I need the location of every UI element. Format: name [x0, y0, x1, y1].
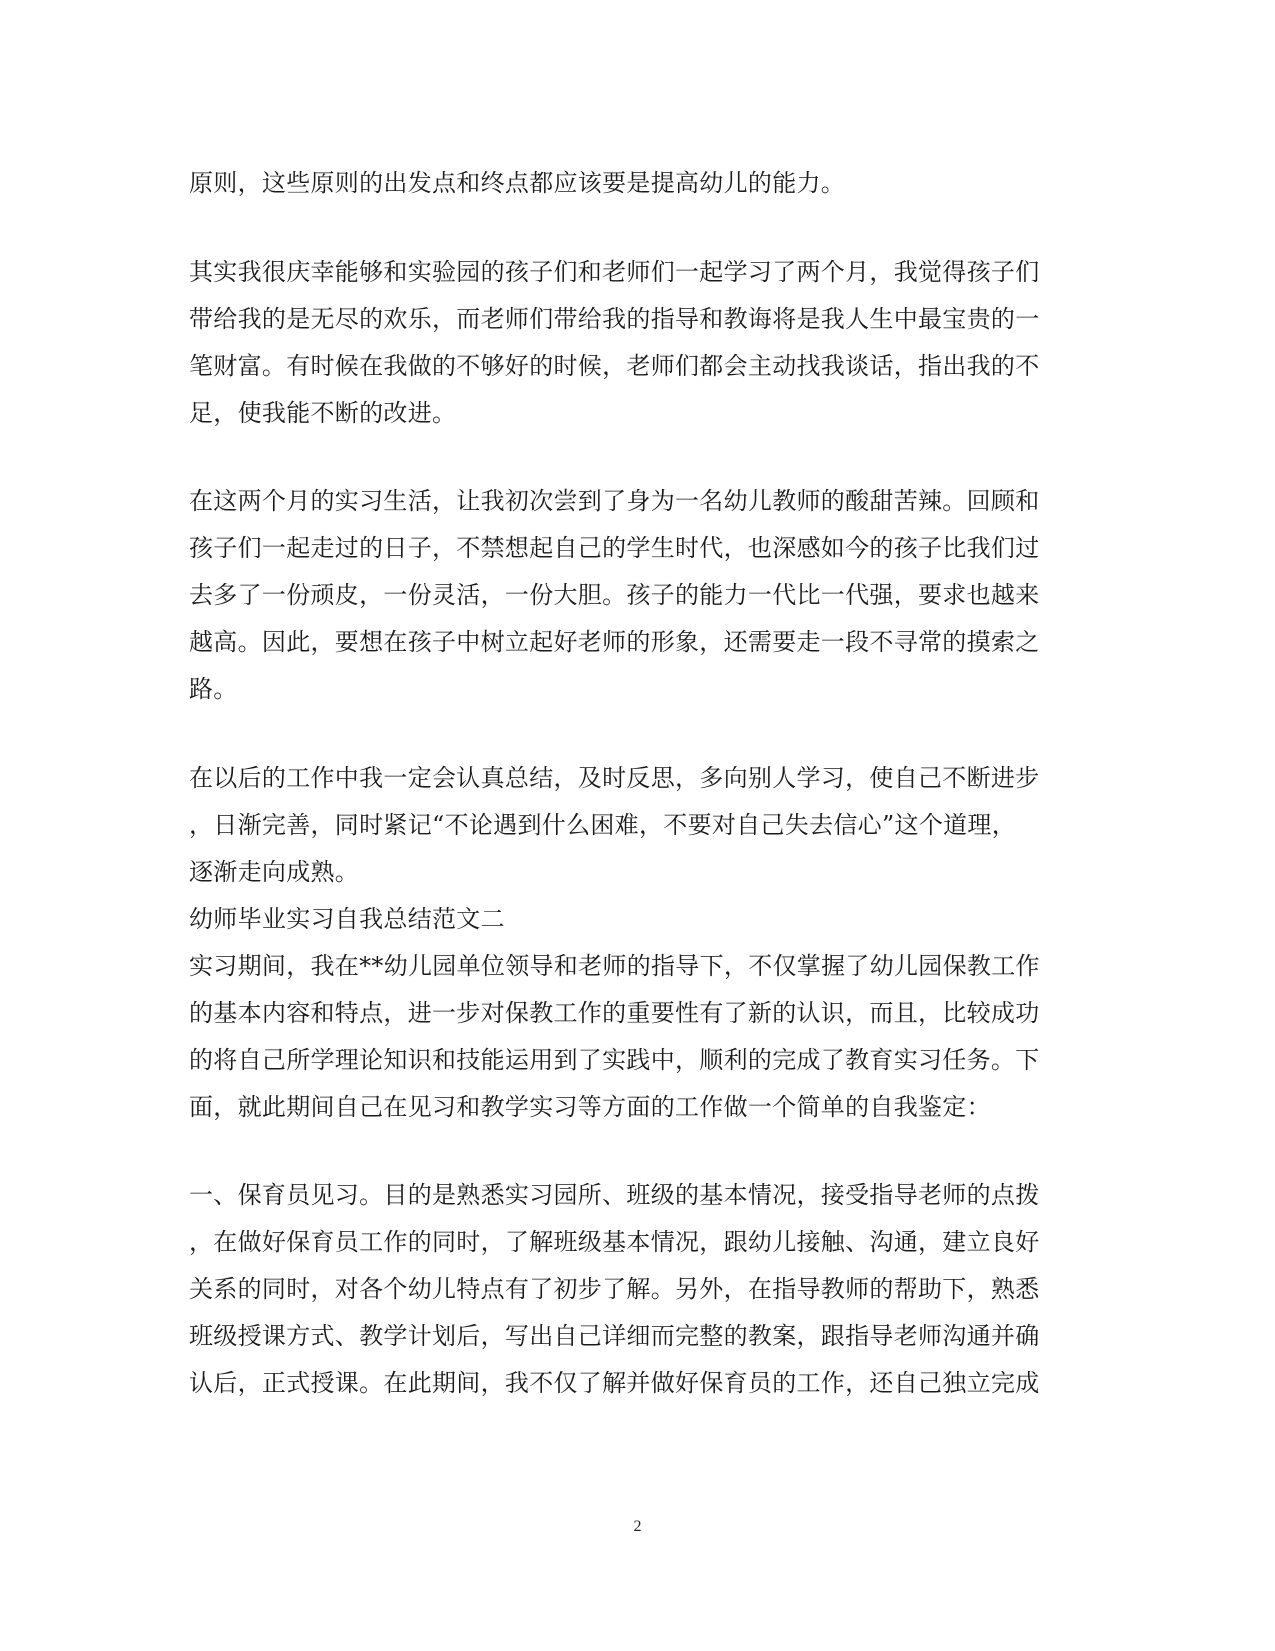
section-heading: 幼师毕业实习自我总结范文二 — [189, 905, 505, 933]
text-line: 足，使我能不断的改进。 — [189, 399, 457, 427]
text-line: 一、保育员见习。目的是熟悉实习园所、班级的基本情况，接受指导老师的点拨 — [189, 1181, 1040, 1209]
text-line: 认后，正式授课。在此期间，我不仅了解并做好保育员的工作，还自己独立完成 — [189, 1369, 1040, 1397]
text-line: 逐渐走向成熟。 — [189, 858, 360, 886]
text-line: 的基本内容和特点，进一步对保教工作的重要性有了新的认识，而且，比较成功 — [189, 999, 1040, 1027]
page-number: 2 — [633, 1518, 642, 1535]
text-line: 越高。因此，要想在孩子中树立起好老师的形象，还需要走一段不寻常的摸索之 — [189, 628, 1040, 656]
text-line: 去多了一份顽皮，一份灵活，一份大胆。孩子的能力一代比一代强，要求也越来 — [189, 581, 1040, 609]
text-line: 带给我的是无尽的欢乐，而老师们带给我的指导和教诲将是我人生中最宝贵的一 — [189, 305, 1040, 333]
text-line: 其实我很庆幸能够和实验园的孩子们和老师们一起学习了两个月，我觉得孩子们 — [189, 258, 1040, 286]
text-line: 关系的同时，对各个幼儿特点有了初步了解。另外，在指导教师的帮助下，熟悉 — [189, 1275, 1040, 1303]
text-line: 在这两个月的实习生活，让我初次尝到了身为一名幼儿教师的酸甜苦辣。回顾和 — [189, 487, 1040, 515]
text-line: ，日渐完善，同时紧记“不论遇到什么困难，不要对自己失去信心”这个道理， — [189, 811, 1017, 839]
text-line: 实习期间，我在**幼儿园单位领导和老师的指导下，不仅掌握了幼儿园保教工作 — [189, 952, 1040, 980]
text-line: 的将自己所学理论知识和技能运用到了实践中，顺利的完成了教育实习任务。下 — [189, 1046, 1040, 1074]
text-line: 班级授课方式、教学计划后，写出自己详细而完整的教案，跟指导老师沟通并确 — [189, 1322, 1040, 1350]
text-line: 面，就此期间自己在见习和教学实习等方面的工作做一个简单的自我鉴定： — [189, 1093, 991, 1121]
text-line: ，在做好保育员工作的同时，了解班级基本情况，跟幼儿接触、沟通，建立良好 — [189, 1228, 1040, 1256]
text-line: 原则，这些原则的出发点和终点都应该要是提高幼儿的能力。 — [189, 169, 846, 197]
text-line: 在以后的工作中我一定会认真总结，及时反思，多向别人学习，使自己不断进步 — [189, 764, 1040, 792]
text-line: 笔财富。有时候在我做的不够好的时候，老师们都会主动找我谈话，指出我的不 — [189, 352, 1040, 380]
text-line: 路。 — [189, 675, 238, 703]
text-line: 孩子们一起走过的日子，不禁想起自己的学生时代，也深感如今的孩子比我们过 — [189, 534, 1040, 562]
